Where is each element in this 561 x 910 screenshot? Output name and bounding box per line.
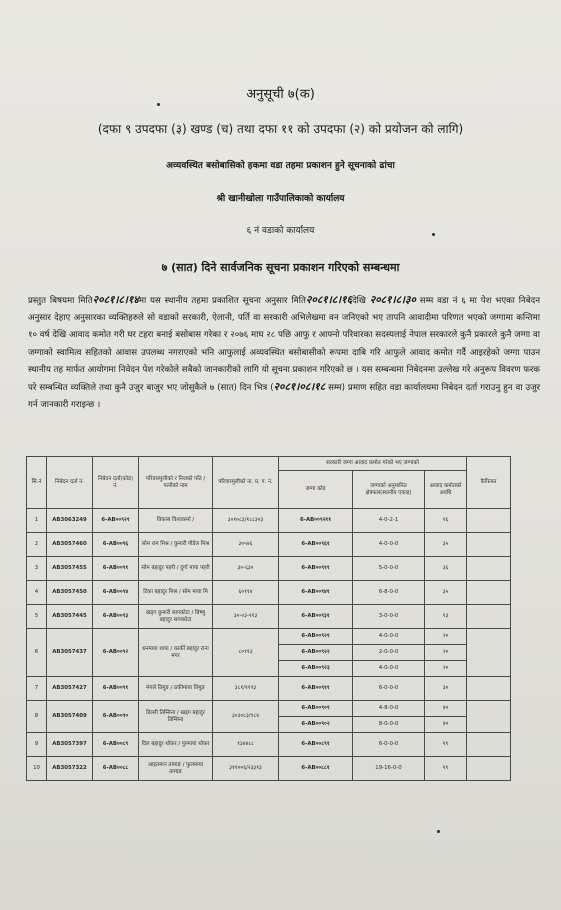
cell-family: सोम राम मिश्र / कुमारी पौडेल मिश्र <box>139 533 213 557</box>
cell-citizenship: ३०३०८३/९८४ <box>213 701 279 733</box>
header-remarks: कैफियत <box>467 457 511 509</box>
cell-land-code: 6-AB००९११ <box>279 557 353 581</box>
cell-family: खड्ग कुमारी सापकोटा / बिष्णु बहादुर सापकोटा <box>139 605 213 629</box>
cell-remarks <box>467 701 511 733</box>
cell-citizenship: ३११००६/२३३१३ <box>213 757 279 781</box>
cell-citizenship: ८०११३ <box>213 629 279 677</box>
cell-citizenship: ३०१०८३/१८८३०३ <box>213 509 279 533</box>
cell-land-code: 6-AB००९११ <box>279 677 353 701</box>
cell-sn: 6 <box>27 629 47 677</box>
cell-land-code: 6-AB००९४१ <box>279 581 353 605</box>
cell-years: ३० <box>425 677 467 701</box>
cell-sn: 4 <box>27 581 47 605</box>
cell-app-code: 6-AB००९४ <box>93 581 139 605</box>
cell-sn: 7 <box>27 677 47 701</box>
cell-area: 4-0-0-0 <box>353 533 425 557</box>
cell-app-code: 6-AB००९६ <box>93 533 139 557</box>
table-row <box>27 733 511 757</box>
cell-app-code: 6-AB००९३ <box>93 605 139 629</box>
scan-speck <box>432 233 435 236</box>
cell-sn: 9 <box>27 733 47 757</box>
cell-area: 4-8-0-0 <box>353 701 425 717</box>
table-row <box>27 533 511 557</box>
cell-years: १३ <box>425 605 467 629</box>
ward-office-name: ६ नं वडाको कार्यालय <box>246 226 315 236</box>
cell-sn: 2 <box>27 533 47 557</box>
cell-app-no: AB3057397 <box>47 733 93 757</box>
cell-sn: 8 <box>27 701 47 733</box>
handwritten-date-2: २०८१।८।१६ <box>305 294 353 306</box>
cell-family: मंगले तिमुङ / ठकीमाया तिमुङ <box>139 677 213 701</box>
cell-citizenship: ३०-०३-११३ <box>213 605 279 629</box>
cell-sn: 10 <box>27 757 47 781</box>
cell-app-code: 6-AB००८८ <box>93 757 139 781</box>
cell-area: 4-0-2-1 <box>353 509 425 533</box>
cell-citizenship: ३०५४६ <box>213 533 279 557</box>
format-title: अव्यवस्थित बसोबासिको हकमा वडा तहमा प्रकाशन हुने सूचनाको ढांचा <box>166 161 395 171</box>
cell-app-no: AB3057437 <box>47 629 93 677</box>
cell-sn: 3 <box>27 557 47 581</box>
cell-remarks <box>467 509 511 533</box>
cell-land-code: 6-AB००९२३ <box>279 661 353 677</box>
cell-remarks <box>467 557 511 581</box>
cell-family: डिल्ली तिम्सिना / खड्ग बहादुर तिम्सिना <box>139 701 213 733</box>
cell-family: आइतमान तामाङ / फुलमाया तामाङ <box>139 757 213 781</box>
table-row <box>27 701 511 717</box>
cell-app-no: AB3063249 <box>47 509 93 533</box>
header-family: परिवारमुलीको र निजको पति / पत्नीको नाम <box>139 457 213 509</box>
scan-speck <box>157 103 160 106</box>
cell-app-no: AB3057322 <box>47 757 93 781</box>
cell-years: ३५ <box>425 533 467 557</box>
cell-land-code: 6-AB००९२१ <box>279 629 353 645</box>
header-app-code: निबेदन दर्ता(कोड) नं. <box>93 457 139 509</box>
cell-remarks <box>467 581 511 605</box>
cell-citizenship: ३८१/११९३ <box>213 677 279 701</box>
cell-area: 6-0-0-0 <box>353 733 425 757</box>
table-row <box>27 629 511 645</box>
cell-app-no: AB3057460 <box>47 533 93 557</box>
handwritten-date-3: २०८१।८।३० <box>369 294 416 306</box>
cell-citizenship: ३०-६३० <box>213 557 279 581</box>
applicants-table-body <box>27 509 511 781</box>
handwritten-date-1: २०८१।८।१४ <box>92 294 139 306</box>
cell-remarks <box>467 533 511 557</box>
cell-remarks <box>467 757 511 781</box>
cell-sn: 1 <box>27 509 47 533</box>
cell-area: 4-0-0-0 <box>353 629 425 645</box>
table-row <box>27 581 511 605</box>
cell-app-code: 6-AB००९१ <box>93 677 139 701</box>
cell-area: 19-16-0-0 <box>353 757 425 781</box>
cell-remarks <box>467 733 511 757</box>
cell-app-code: 6-AB००९० <box>93 701 139 733</box>
cell-remarks <box>467 629 511 677</box>
cell-family: धनमाया थापा / कार्की बहादुर राना मगर <box>139 629 213 677</box>
cell-land-code: 6-AB००९३१ <box>279 605 353 629</box>
header-app-no: निबेदन दर्ता नं. <box>47 457 93 509</box>
header-area: जग्गाको अनुमानित क्षेत्रफल(स्थानीय एकाइ) <box>353 471 425 509</box>
table-row <box>27 757 511 781</box>
cell-years: ३६ <box>425 557 467 581</box>
cell-years: ४० <box>425 717 467 733</box>
cell-app-no: AB3057450 <box>47 581 93 605</box>
header-years: आवाद कमोतको अवधि <box>425 471 467 509</box>
notice-text-3: देखि <box>352 296 366 306</box>
cell-years: ११ <box>425 733 467 757</box>
cell-citizenship: १३४४८८ <box>213 733 279 757</box>
cell-land-code: 6-AB००९२२ <box>279 645 353 661</box>
office-name: श्री खानीखोला गाउँपालिकाको कार्यालय <box>216 194 345 204</box>
cell-remarks <box>467 605 511 629</box>
cell-sn: 5 <box>27 605 47 629</box>
cell-land-code: 6-AB००९६१ <box>279 533 353 557</box>
cell-land-code: 6-AB००९२११ <box>279 509 353 533</box>
cell-family: सोम बहादुर पहरी / दुर्गा माया पहरी <box>139 557 213 581</box>
handwritten-date-4: २०८१।०८।१८ <box>273 381 326 394</box>
notice-text-4: सम्म वडा नं ६ मा पेश भएका निबेदन अनुसार देहाए अनुसारका व्यक्तिहरुले सो वडाको सरकारी, ऐलानी, पर्ति वा सरकारी अभिलेखमा वन जनिएको भए तापनि आवादीमा परिणत भएको जग्गामा कन्तिमा १० वर्ष देखि आवाद कमोत गरी घर टहरा बनाई बसोबास गरेका र २०७६ माघ २८ पछि आफु र आफ्नो परिवारका सदस्यलाई नेपाल सरकारले कुनै प्रकारले कुनै जग्गा वा जग्गाको स्वामित्व सहितको आवास उपलब्ध नगराएको भनि आफुलाई अव्यवस्थित बसोबासीको रूपमा दाबि गरि आफुले आवाद कमोत गर्दै आइरहेको जग्गा पाउन स्थानीय तह मार्फत आयोगमा निवेदन पेश गरेकोले सबैको जानकारीको लागि यो सूचना प्रकाशन गरिएको छ । यस सम्बन्धमा निबेदनमा उल्लेख गरे अनुरूप विवरण फरक परे सम्बन्धित व्यक्तिले तथा कुनै उजुर बाजुर भए जोसुकैले ७ (सात) दिन भित्र ( <box>28 296 540 394</box>
notice-subject: ७ (सात) दिने सार्वजनिक सूचना प्रकाशन गरिएको सम्बन्धमा <box>161 261 400 274</box>
cell-app-no: AB3057409 <box>47 701 93 733</box>
schedule-heading: अनुसूची ७(क) <box>246 87 315 102</box>
applicants-table <box>26 456 511 781</box>
cell-years: ३५ <box>425 581 467 605</box>
cell-years: २० <box>425 661 467 677</box>
cell-area: 3-0-0-0 <box>353 605 425 629</box>
scan-speck <box>437 830 440 833</box>
cell-family: टिका बहादुर मिश्र / सोम माया मि <box>139 581 213 605</box>
table-row <box>27 677 511 701</box>
cell-land-code: 6-AB००९०१ <box>279 701 353 717</box>
cell-land-code: 6-AB००८९१ <box>279 733 353 757</box>
notice-text-2: मा यस स्थानीय तहमा प्रकाशित सूचना अनुसार मिति <box>138 296 306 306</box>
cell-land-code: 6-AB००९०२ <box>279 717 353 733</box>
clause-reference: (दफा ९ उपदफा (३) खण्ड (च) तथा दफा ११ को उपदफा (२) को प्रयोजन को लागि) <box>97 122 464 136</box>
notice-paragraph <box>28 292 540 414</box>
cell-family: विकास विश्वकर्मा / <box>139 509 213 533</box>
cell-years: १६ <box>425 509 467 533</box>
header-citizenship: परिवारमुलीको ना. प्र. प. नं. <box>213 457 279 509</box>
header-land-code: जग्गा कोड <box>279 471 353 509</box>
cell-app-code: 6-AB००८९ <box>93 733 139 757</box>
cell-years: २० <box>425 629 467 645</box>
cell-years: २० <box>425 645 467 661</box>
table-row <box>27 557 511 581</box>
cell-app-no: AB3057445 <box>47 605 93 629</box>
cell-app-code: 6-AB००९१ <box>93 557 139 581</box>
header-sn: सि.नं <box>27 457 47 509</box>
notice-text-1: प्रस्तुत बिषयमा मिति <box>28 296 93 306</box>
cell-area: 8-0-0-0 <box>353 717 425 733</box>
cell-area: 6-8-0-0 <box>353 581 425 605</box>
cell-citizenship: ६०११४ <box>213 581 279 605</box>
cell-years: ४० <box>425 701 467 717</box>
table-row <box>27 605 511 629</box>
cell-years: ११ <box>425 757 467 781</box>
cell-remarks <box>467 677 511 701</box>
cell-family: दिल बहादुर थोकर / पुल्माया थोकर <box>139 733 213 757</box>
header-land-group: सरकारी जग्गा आवाद कमोत गरेको भए जग्गाको <box>279 457 467 471</box>
cell-area: 4-0-0-0 <box>353 661 425 677</box>
cell-app-no: AB3057427 <box>47 677 93 701</box>
cell-app-code: 6-AB००९२ <box>93 629 139 677</box>
cell-app-code: 6-AB००९२१ <box>93 509 139 533</box>
cell-app-no: AB3057455 <box>47 557 93 581</box>
cell-area: 6-0-0-0 <box>353 677 425 701</box>
cell-land-code: 6-AB००८८१ <box>279 757 353 781</box>
notice-text-5: सम्म) प्रमाण सहित वडा कार्यालयमा निबेदन दर्ता गराउनु हुन वा उजुर गर्न जानकारी गराइन्छ । <box>28 383 540 411</box>
table-row <box>27 509 511 533</box>
cell-area: 2-0-0-0 <box>353 645 425 661</box>
cell-area: 5-0-0-0 <box>353 557 425 581</box>
